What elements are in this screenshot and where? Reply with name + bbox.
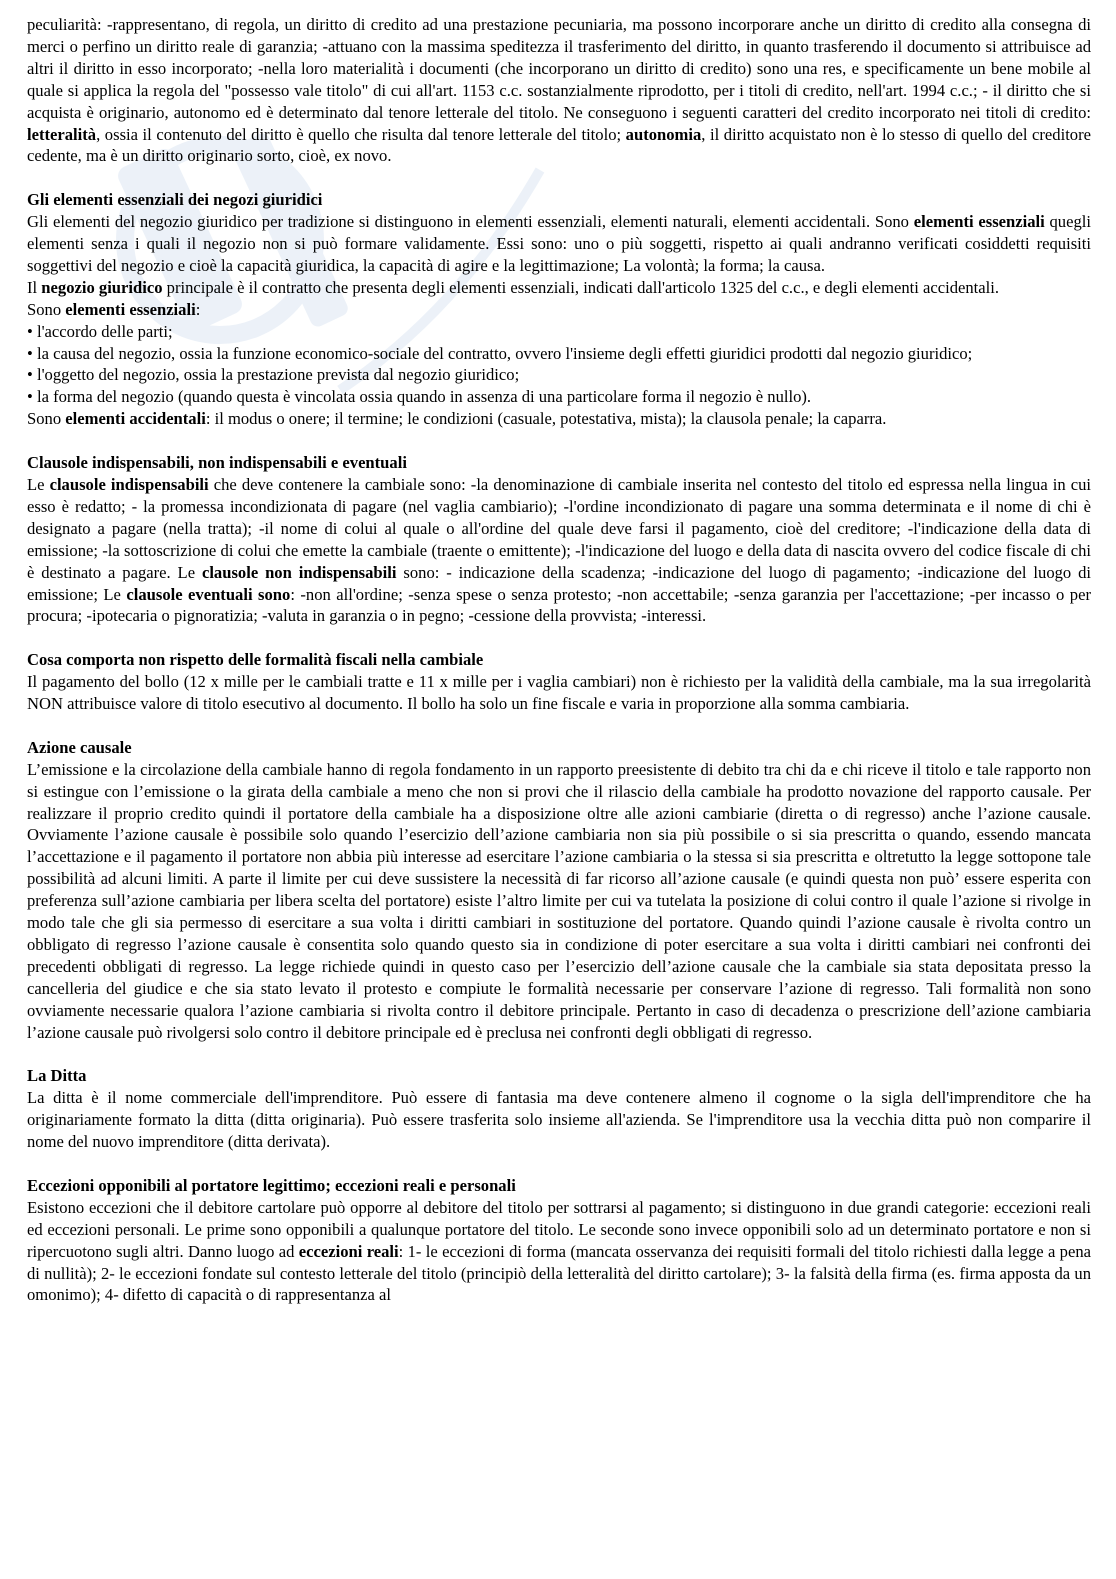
paragraph: Sono elementi essenziali: [27,299,201,319]
list-item: • l'oggetto del negozio, ossia la prestazione prevista dal negozio giuridico; [27,365,520,385]
bullet-list [27,321,1091,409]
paragraph: Gli elementi del negozio giuridico per tradizione si distinguono in elementi essenziali, elementi naturali, elementi accidentali. Sono elementi essenziali quegli elementi senza i quali il negozio non si può formare validamente. Essi sono: uno o più soggetti, rispetto ai quali andranno verificati cosiddetti requisiti soggettivi del negozio e cioè la capacità giuridica, la capacità di agire e la legittimazione; La volontà; la forma; la causa. [27,212,1091,275]
intro-paragraph: peculiarità: -rappresentano, di regola, un diritto di credito ad una prestazione pecuniaria, ma possono incorporare anche un diritto di credito alla consegna di merci o perfino un diritto reale di garanzia; -attuano con la massima speditezza il trasferimento del diritto, in quanto trasferendo il documento si attribuisce ad altri il diritto in esso incorporato; -nella loro materialità i documenti (che incorporano un diritto di credito) sono una res, e specificamente un bene mobile al quale si applica la regola del "possesso vale titolo" di cui all'art. 1153 c.c. sostanzialmente riprodotto, per i titoli di credito, nell'art. 1994 c.c.; - il diritto che si acquista è originario, autonomo ed è determinato dal tenore letterale del titolo. Ne conseguono i seguenti caratteri del credito incorporato nei titoli di credito: letteralità, ossia il contenuto del diritto è quello che risulta dal tenore letterale del titolo; autonomia, il diritto acquistato non è lo stesso di quello del creditore cedente, ma è un diritto originario sorto, cioè, ex novo. [27,15,1091,166]
section-heading-formalita-fiscali: Cosa comporta non rispetto delle formalità fiscali nella cambiale [27,650,484,670]
document-page [27,14,1091,1306]
section-heading-eccezioni: Eccezioni opponibili al portatore legittimo; eccezioni reali e personali [27,1175,516,1195]
section-heading-azione-causale: Azione causale [27,737,132,757]
paragraph: Esistono eccezioni che il debitore cartolare può opporre al debitore del titolo per sottrarsi al pagamento; si distinguono in due grandi categorie: eccezioni reali ed eccezioni personali. Le prime sono opponibili a qualunque portatore del titolo. Le seconde sono invece opponibili solo ad un determinato portatore e non si ripercuotono sugli altri. Danno luogo ad eccezioni reali: 1- le eccezioni di forma (mancata osservanza dei requisiti formali del titolo richiesti dalla legge a pena di nullità); 2- le eccezioni fondate sul contesto letterale del titolo (principiò della letteralità del diritto cartolare); 3- la falsità della firma (es. firma apposta da un omonimo); 4- difetto di capacità o di rappresentanza al [27,1197,1092,1305]
section-heading-clausole: Clausole indispensabili, non indispensabili e eventuali [27,453,407,473]
section-heading-la-ditta: La Ditta [27,1066,87,1086]
list-item: • l'accordo delle parti; [27,321,173,341]
section-heading-elementi-essenziali: Gli elementi essenziali dei negozi giuridici [27,190,323,210]
paragraph: Il negozio giuridico principale è il contratto che presenta degli elementi essenziali, indicati dall'articolo 1325 del c.c., e degli elementi accidentali. [27,277,1000,297]
paragraph: L’emissione e la circolazione della cambiale hanno di regola fondamento in un rapporto preesistente di debito tra chi da e chi riceve il titolo e tale rapporto non si estingue con l’emissione o la girata della cambiale a meno che non si provi che il rilascio della cambiale ha prodotto novazione del rapporto causale. Per realizzare il proprio credito quindi il portatore della cambiale ha a disposizione oltre alle azioni cambiarie (diretta o di regresso) anche l’azione causale. Ovviamente l’azione causale è possibile solo quando l’esercizio dell’azione cambiaria non sia più possibile o si sia prescritta o quando, essendo mancata l’accettazione e il pagamento il portatore non abbia più interesse ad esercitare l’azione cambiaria o la stessa si sia prescritta e oltretutto la legge sottopone tale possibilità ad alcuni limiti. A parte il limite per cui deve sussistere la necessità di far ricorso all’azione causale (e quindi questa non può’ essere esperita con preferenza sull’azione cambiaria per libera scelta del portatore) esiste l’altro limite per cui va tutelata la posizione di colui contro il quale l’azione si rivolge in modo tale che gli sia permesso di esercitare a sua volta i diritti cambiari in sostituzione del portatore. Quando quindi l’azione causale è rivolta contro un obbligato di regresso l’azione causale è consentita solo quando questo sia in condizione di poter esercitare a sua volta i diritti cambiari nei confronti dei precedenti obbligati di regresso. La legge richiede quindi in questo caso per l’esercizio dell’azione causale che la cambiale sia stata depositata presso la cancelleria del giudice e che sia stato levato il protesto e compiute le formalità necessarie per conservare l’azione di regresso. Tali formalità non sono ovviamente necessarie qualora l’azione cambiaria si rivolta contro il debitore principale. Pertanto in caso di decadenza o prescrizione dell’azione cambiaria l’azione causale può rivolgersi solo contro il debitore principale ed è preclusa nei confronti degli obbligati di regresso. [27,759,1091,1042]
paragraph: Sono elementi accidentali: il modus o onere; il termine; le condizioni (casuale, potestativa, mista); la clausola penale; la caparra. [27,409,887,429]
paragraph: La ditta è il nome commerciale dell'imprenditore. Può essere di fantasia ma deve contenere almeno il cognome o la sigla dell'imprenditore che ha originariamente formato la ditta (ditta originaria). Può essere trasferita solo insieme all'azienda. Se l'imprenditore usa la vecchia ditta può non comparire il nome del nuovo imprenditore (ditta derivata). [27,1088,1091,1152]
paragraph: Le clausole indispensabili che deve contenere la cambiale sono: -la denominazione di cambiale inserita nel contesto del titolo ed espressa nella lingua in cui esso è redatto; - la promessa incondizionata di pagare (nel vaglia cambiario); -l'ordine incondizionato di pagare una somma determinata e il nome di chi è designato a pagare (nella tratta); -il nome di colui al quale o all'ordine del quale deve farsi il pagamento, cioè del creditore; -l'indicazione della data di emissione; -la sottoscrizione di colui che emette la cambiale (traente o emittente); -l'indicazione del luogo e della data di nascita ovvero del codice fiscale di chi è destinato a pagare. Le clausole non indispensabili sono: - indicazione della scadenza; -indicazione del luogo di pagamento; -indicazione del luogo di emissione; Le clausole eventuali sono: -non all'ordine; -senza spese o senza protesto; -non accettabile; -senza garanzia per l'accettazione; -per incasso o per procura; -ipotecaria o pignoratizia; -valuta in garanzia o in pegno; -cessione della provvista; -interessi. [27,475,1092,626]
list-item: • la causa del negozio, ossia la funzione economico-sociale del contratto, ovvero l'insieme degli effetti giuridici prodotti dal negozio giuridico; [27,343,973,363]
list-item: • la forma del negozio (quando questa è vincolata ossia quando in assenza di una particolare forma il negozio è nullo). [27,387,812,407]
paragraph: Il pagamento del bollo (12 x mille per le cambiali tratte e 11 x mille per i vaglia cambiari) non è richiesto per la validità della cambiale, ma la sua irregolarità NON attribuisce valore di titolo esecutivo al documento. Il bollo ha solo un fine fiscale e varia in proporzione alla somma cambiaria. [27,672,1091,714]
